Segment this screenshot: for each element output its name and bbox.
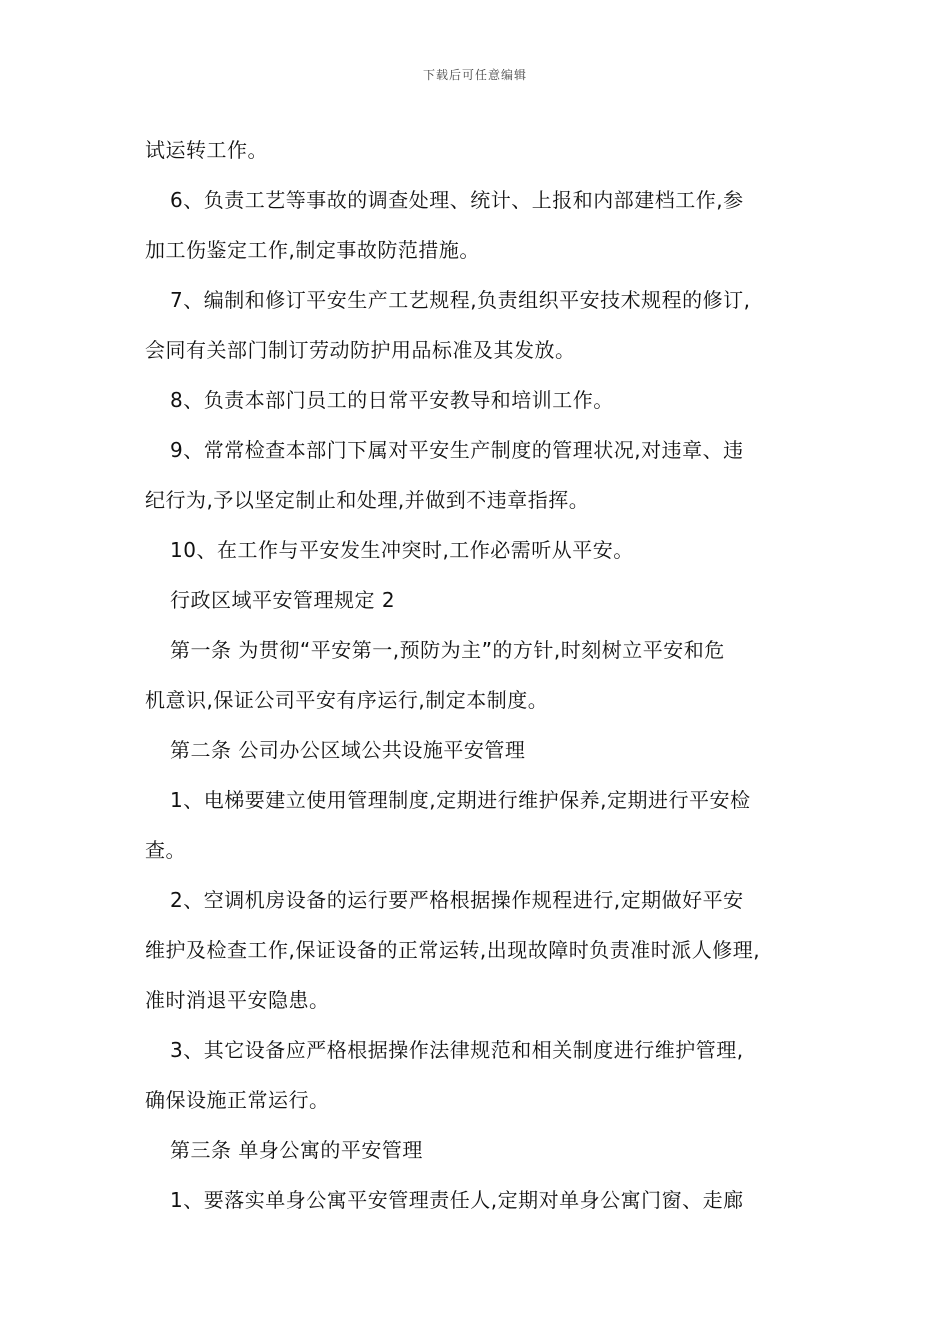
text-line: 维护及检查工作,保证设备的正常运转,出现故障时负责准时派人修理,: [145, 938, 761, 962]
text-line: 10、在工作与平安发生冲突时,工作必需听从平安。: [170, 538, 634, 562]
text-line: 3、其它设备应严格根据操作法律规范和相关制度进行维护管理,: [170, 1038, 744, 1062]
text-line: 机意识,保证公司平安有序运行,制定本制度。: [145, 688, 549, 712]
section-heading: 行政区域平安管理规定 2: [170, 588, 396, 612]
text-line: 1、电梯要建立使用管理制度,定期进行维护保养,定期进行平安检: [170, 788, 751, 812]
text-line: 7、编制和修订平安生产工艺规程,负责组织平安技术规程的修订,: [170, 288, 751, 312]
text-line: 纪行为,予以坚定制止和处理,并做到不违章指挥。: [145, 488, 590, 512]
text-line: 第二条 公司办公区域公共设施平安管理: [170, 738, 526, 762]
text-line: 6、负责工艺等事故的调查处理、统计、上报和内部建档工作,参: [170, 188, 744, 212]
text-line: 确保设施正常运行。: [145, 1088, 330, 1112]
text-line: 第三条 单身公寓的平安管理: [170, 1138, 423, 1162]
text-line: 8、负责本部门员工的日常平安教导和培训工作。: [170, 388, 614, 412]
text-line: 9、常常检查本部门下属对平安生产制度的管理状况,对违章、违: [170, 438, 744, 462]
page-header: 下载后可任意编辑: [422, 68, 527, 82]
text-line: 加工伤鉴定工作,制定事故防范措施。: [145, 238, 480, 262]
document-body: [145, 125, 815, 1225]
text-line: 第一条 为贯彻“平安第一,预防为主”的方针,时刻树立平安和危: [170, 638, 725, 662]
text-line: 1、要落实单身公寓平安管理责任人,定期对单身公寓门窗、走廊: [170, 1188, 744, 1212]
text-line: 准时消退平安隐患。: [145, 988, 330, 1012]
text-line: 2、空调机房设备的运行要严格根据操作规程进行,定期做好平安: [170, 888, 744, 912]
text-line: 查。: [145, 838, 186, 862]
text-line: 会同有关部门制订劳动防护用品标准及其发放。: [145, 338, 576, 362]
text-line: 试运转工作。: [145, 138, 268, 162]
